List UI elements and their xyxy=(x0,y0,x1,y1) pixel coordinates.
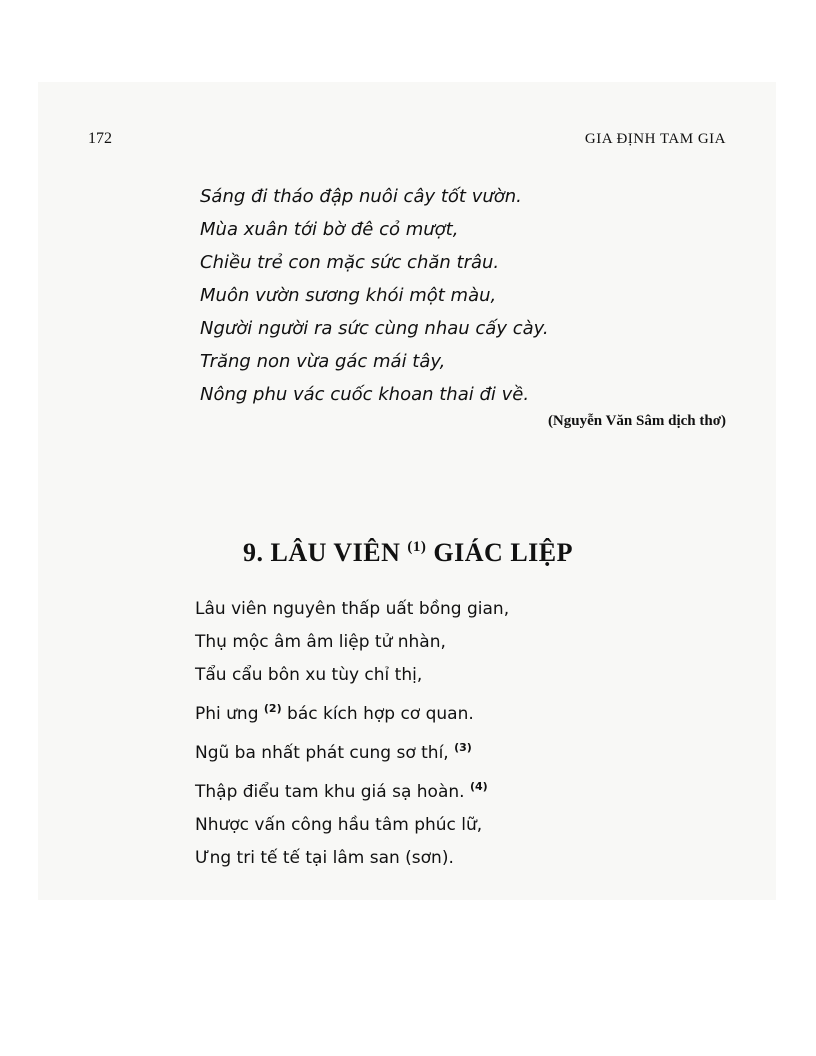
poem-line: Ưng tri tế tế tại lâm san (sơn). xyxy=(195,848,454,868)
poem-line xyxy=(195,692,509,731)
original-poem xyxy=(195,593,509,875)
footnote-marker: (4) xyxy=(469,780,488,793)
poem-line: Chiều trẻ con mặc sức chăn trâu. xyxy=(200,252,500,273)
line-text: Ngũ ba nhất phát cung sơ thí, xyxy=(195,743,449,763)
translated-poem xyxy=(200,180,549,411)
line-text: Thập điểu tam khu giá sạ hoàn. xyxy=(195,782,465,802)
poem-line: Lâu viên nguyên thấp uất bồng gian, xyxy=(195,599,510,619)
line-text: Phi ưng xyxy=(195,704,259,724)
footnote-marker: (3) xyxy=(454,741,472,754)
poem-line: Muôn vườn sương khói một màu, xyxy=(200,285,497,306)
footnote-marker: (1) xyxy=(407,539,427,555)
translation-credit: (Nguyễn Văn Sâm dịch thơ) xyxy=(547,413,726,429)
title-main: 9. LÂU VIÊN xyxy=(242,538,401,567)
poem-line: Nhược vấn công hầu tâm phúc lữ, xyxy=(195,815,483,835)
poem-line: Tẩu cẩu bôn xu tùy chỉ thị, xyxy=(195,665,423,685)
title-rest: GIÁC LIỆP xyxy=(433,538,573,567)
poem-line: Người người ra sức cùng nhau cấy cày. xyxy=(200,318,549,339)
footnote-marker: (2) xyxy=(263,702,282,715)
poem-line: Nông phu vác cuốc khoan thai đi về. xyxy=(200,384,530,405)
poem-line xyxy=(195,770,509,809)
running-title: GIA ĐỊNH TAM GIA xyxy=(584,131,726,147)
page-number: 172 xyxy=(88,130,112,147)
poem-line: Sáng đi tháo đập nuôi cây tốt vườn. xyxy=(200,186,522,207)
section-title xyxy=(0,538,816,568)
poem-line xyxy=(195,731,509,770)
line-text-after: bác kích hợp cơ quan. xyxy=(287,704,474,724)
poem-line: Trăng non vừa gác mái tây, xyxy=(200,351,446,372)
poem-line: Mùa xuân tới bờ đê cỏ mượt, xyxy=(200,219,459,240)
poem-line: Thụ mộc âm âm liệp tử nhàn, xyxy=(195,632,446,652)
